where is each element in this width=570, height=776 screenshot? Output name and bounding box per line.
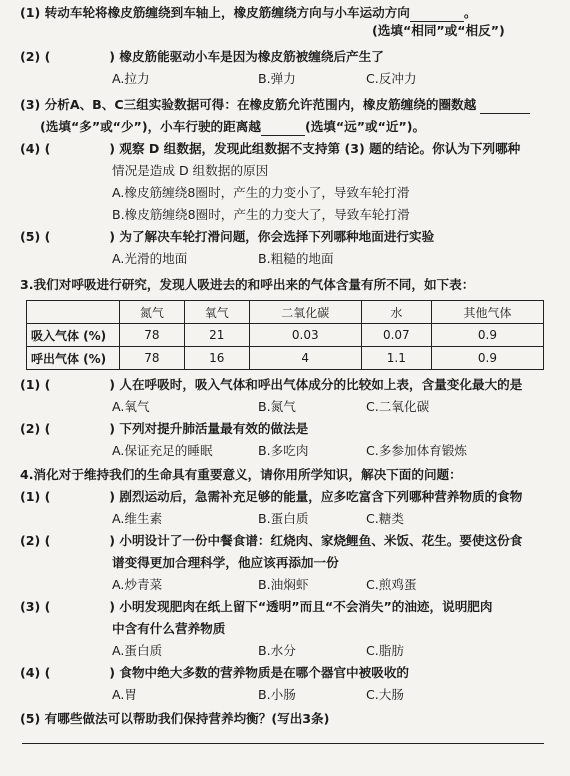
table-header-cell: 水 [361,301,431,324]
table-cell: 78 [120,324,185,347]
question-analysis-line2: (选填“多”或“少”)，小车行驶的距离越 (选填“远”或“近”)。 [40,119,426,134]
section4-intro: 4.消化对于维持我们的生命具有重要意义，请你用所学知识，解决下面的问题： [20,467,462,482]
question-fat-stain-line2: 中含有什么营养物质 [112,621,226,636]
table-header-cell: 氮气 [120,301,185,324]
option-c[interactable]: C.糖类 [366,511,404,526]
question-lung-capacity: (2) ( ) 下列对提升肺活量最有效的做法是 [20,421,309,436]
option-b[interactable]: B.弹力 [258,71,296,86]
table-row [27,347,544,370]
question-group-d: (4) ( ) 观察 D 组数据，发现此组数据不支持第 (3) 题的结论。你认为下列哪种 [20,141,521,156]
option-a[interactable]: A.维生素 [112,511,163,526]
table-cell: 0.9 [431,347,543,370]
question-force: (2) ( ) 橡皮筋能驱动小车是因为橡皮筋被缠绕后产生了 [20,49,384,64]
question-absorption-organ: (4) ( ) 食物中绝大多数的营养物质是在哪个器官中被吸收的 [20,665,410,680]
table-header-cell: 二氧化碳 [249,301,361,324]
option-a[interactable]: A.氧气 [112,399,150,414]
table-header-cell [27,301,120,324]
table-cell: 0.07 [361,324,431,347]
option-c[interactable]: C.煎鸡蛋 [366,577,417,592]
answer-blank-far-near[interactable] [261,121,305,136]
option-b[interactable]: B.小肠 [258,687,296,702]
hint-same-opposite: (选填“相同”或“相反”) [372,23,505,38]
question-fat-stain: (3) ( ) 小明发现肥肉在纸上留下“透明”而且“不会消失”的油迹，说明肥肉 [20,599,493,614]
option-c[interactable]: C.二氧化碳 [366,399,430,414]
option-b[interactable]: B.氮气 [258,399,296,414]
answer-blank-more-less[interactable] [480,99,530,114]
option-b[interactable]: B.水分 [258,643,296,658]
option-b[interactable]: B.粗糙的地面 [258,251,334,266]
question-lunch-menu-line2: 谱变得更加合理科学，他应该再添加一份 [112,555,339,570]
question-analysis: (3) 分析A、B、C三组实验数据可得：在橡皮筋允许范围内，橡皮筋缠绕的圈数越 [20,96,530,114]
option-a[interactable]: A.炒青菜 [112,577,163,592]
table-cell: 1.1 [361,347,431,370]
option-a[interactable]: A.胃 [112,687,137,702]
question-wheel-direction: (1) 转动车轮将橡皮筋缠绕到车轴上，橡皮筋缠绕方向与小车运动方向 。 [20,5,477,20]
table-cell: 0.9 [431,324,543,347]
table-header-cell: 氧气 [184,301,249,324]
section3-intro: 3.我们对呼吸进行研究，发现人吸进去的和呼出来的气体含量有所不同，如下表： [20,277,475,292]
option-a[interactable]: A.蛋白质 [112,643,163,658]
table-cell: 16 [184,347,249,370]
question-breathing-change: (1) ( ) 人在呼吸时，吸入气体和呼出气体成分的比较如上表，含量变化最大的是 [20,377,523,392]
table-row-label: 呼出气体 (%) [27,347,120,370]
table-header-row [27,301,544,324]
option-a[interactable]: A.光滑的地面 [112,251,188,266]
option-b[interactable]: B.多吃肉 [258,443,309,458]
answer-line[interactable] [22,743,544,744]
option-b[interactable]: B.橡皮筋缠绕8圈时，产生的力变大了，导致车轮打滑 [112,207,410,222]
option-c[interactable]: C.多参加体育锻炼 [366,443,467,458]
option-c[interactable]: C.反冲力 [366,71,417,86]
question-ground: (5) ( ) 为了解决车轮打滑问题，你会选择下列哪种地面进行实验 [20,229,435,244]
option-b[interactable]: B.蛋白质 [258,511,309,526]
table-cell: 78 [120,347,185,370]
table-row [27,324,544,347]
table-cell: 21 [184,324,249,347]
table-header-cell: 其他气体 [431,301,543,324]
option-a[interactable]: A.橡皮筋缠绕8圈时，产生的力变小了，导致车轮打滑 [112,185,410,200]
option-a[interactable]: A.拉力 [112,71,150,86]
question-energy-food: (1) ( ) 剧烈运动后，急需补充足够的能量，应多吃富含下列哪种营养物质的食物 [20,489,523,504]
table-row-label: 吸入气体 (%) [27,324,120,347]
table-cell: 4 [249,347,361,370]
question-group-d-line2: 情况是造成 D 组数据的原因 [112,163,269,178]
table-cell: 0.03 [249,324,361,347]
option-a[interactable]: A.保证充足的睡眠 [112,443,213,458]
question-balanced-nutrition: (5) 有哪些做法可以帮助我们保持营养均衡？(写出3条) [20,711,330,726]
option-c[interactable]: C.脂肪 [366,643,404,658]
question-lunch-menu: (2) ( ) 小明设计了一份中餐食谱：红烧肉、家烧鲤鱼、米饭、花生。要使这份食 [20,533,523,548]
option-b[interactable]: B.油焖虾 [258,577,309,592]
answer-blank-direction[interactable] [410,7,464,22]
gas-composition-table [26,300,544,370]
option-c[interactable]: C.大肠 [366,687,404,702]
